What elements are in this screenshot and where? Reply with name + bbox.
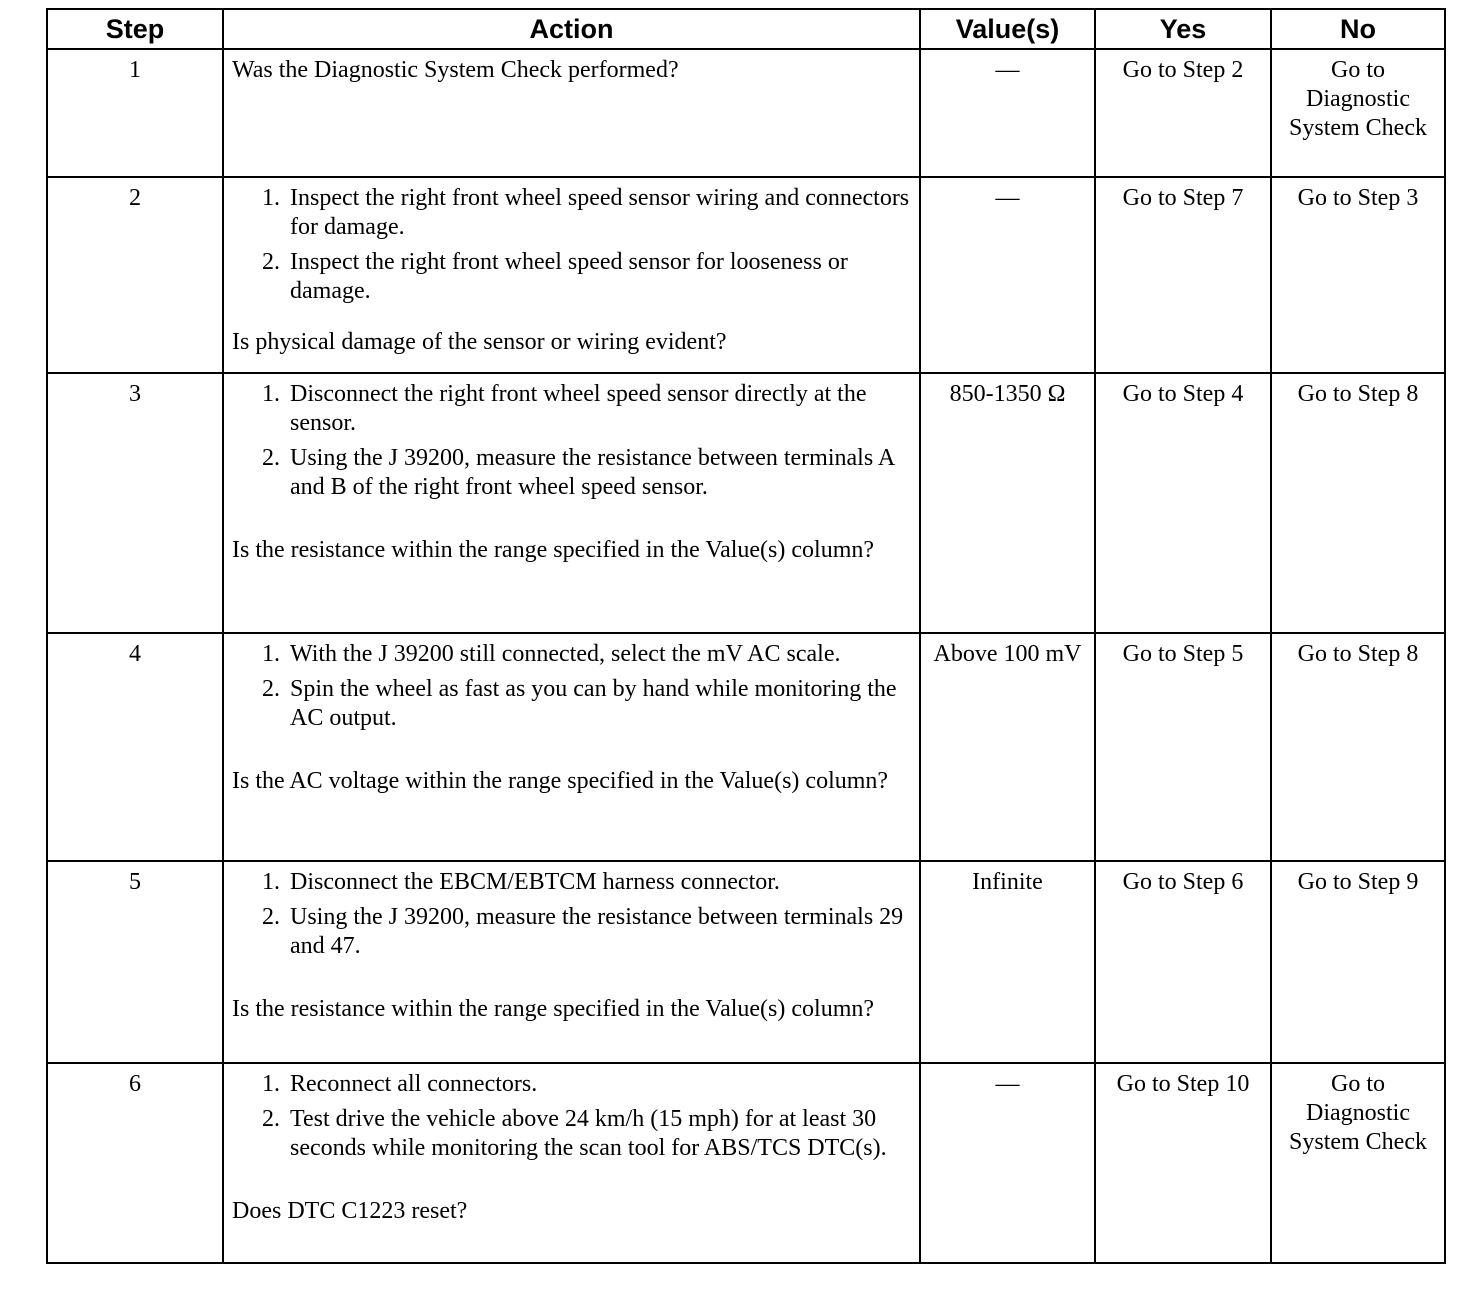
step-number: 2 <box>47 177 223 373</box>
step-number: 5 <box>47 861 223 1063</box>
action-cell <box>223 633 920 861</box>
header-row <box>47 9 1445 49</box>
table-row <box>47 861 1445 1063</box>
no-cell: Go to Step 8 <box>1271 633 1445 861</box>
action-step-item: 1. Inspect the right front wheel speed sensor wiring and connectors for damage. <box>286 184 911 242</box>
value-cell: Above 100 mV <box>920 633 1095 861</box>
no-cell: Go to Step 8 <box>1271 373 1445 633</box>
table-row <box>47 49 1445 177</box>
header-action: Action <box>223 9 920 49</box>
action-question: Was the Diagnostic System Check performed? <box>232 57 679 83</box>
action-steps <box>232 640 911 733</box>
value-cell: Infinite <box>920 861 1095 1063</box>
step-number: 1 <box>47 49 223 177</box>
value-cell: — <box>920 49 1095 177</box>
yes-cell: Go to Step 2 <box>1095 49 1271 177</box>
action-step-item: 1. Reconnect all connectors. <box>286 1070 911 1099</box>
no-cell: Go to Step 9 <box>1271 861 1445 1063</box>
action-cell <box>223 1063 920 1263</box>
header-no: No <box>1271 9 1445 49</box>
action-cell <box>223 373 920 633</box>
action-step-item: 2. Test drive the vehicle above 24 km/h (15 mph) for at least 30 seconds while monitoring the scan tool for ABS/TCS DTC(s). <box>286 1105 911 1163</box>
action-cell <box>223 861 920 1063</box>
yes-cell: Go to Step 4 <box>1095 373 1271 633</box>
no-cell: Go to Diagnostic System Check <box>1271 1063 1445 1263</box>
no-cell: Go to Diagnostic System Check <box>1271 49 1445 177</box>
diagnostic-table <box>46 8 1446 1264</box>
action-steps <box>232 868 911 961</box>
table-row <box>47 633 1445 861</box>
step-number: 6 <box>47 1063 223 1263</box>
value-cell: 850-1350 Ω <box>920 373 1095 633</box>
action-question: Is the AC voltage within the range specified in the Value(s) column? <box>232 768 889 794</box>
action-step-item: 2. Inspect the right front wheel speed sensor for looseness or damage. <box>286 248 911 306</box>
action-step-item: 2. Spin the wheel as fast as you can by hand while monitoring the AC output. <box>286 675 911 733</box>
table-row <box>47 1063 1445 1263</box>
table-row <box>47 177 1445 373</box>
header-yes: Yes <box>1095 9 1271 49</box>
action-step-item: 1. Disconnect the right front wheel speed sensor directly at the sensor. <box>286 380 911 438</box>
action-steps <box>232 184 911 306</box>
action-step-item: 2. Using the J 39200, measure the resistance between terminals A and B of the right front wheel speed sensor. <box>286 444 911 502</box>
action-cell <box>223 49 920 177</box>
action-question: Does DTC C1223 reset? <box>232 1198 468 1224</box>
action-step-item: 1. Disconnect the EBCM/EBTCM harness connector. <box>286 868 911 897</box>
action-cell <box>223 177 920 373</box>
action-question: Is physical damage of the sensor or wiring evident? <box>232 329 727 355</box>
value-cell: — <box>920 1063 1095 1263</box>
action-step-item: 2. Using the J 39200, measure the resistance between terminals 29 and 47. <box>286 903 911 961</box>
no-cell: Go to Step 3 <box>1271 177 1445 373</box>
header-values: Value(s) <box>920 9 1095 49</box>
action-question: Is the resistance within the range specified in the Value(s) column? <box>232 537 875 563</box>
action-steps <box>232 1070 911 1163</box>
yes-cell: Go to Step 7 <box>1095 177 1271 373</box>
yes-cell: Go to Step 10 <box>1095 1063 1271 1263</box>
action-steps <box>232 380 911 502</box>
yes-cell: Go to Step 5 <box>1095 633 1271 861</box>
step-number: 3 <box>47 373 223 633</box>
action-question: Is the resistance within the range specified in the Value(s) column? <box>232 996 875 1022</box>
yes-cell: Go to Step 6 <box>1095 861 1271 1063</box>
action-step-item: 1. With the J 39200 still connected, select the mV AC scale. <box>286 640 911 669</box>
table-row <box>47 373 1445 633</box>
step-number: 4 <box>47 633 223 861</box>
header-step: Step <box>47 9 223 49</box>
value-cell: — <box>920 177 1095 373</box>
